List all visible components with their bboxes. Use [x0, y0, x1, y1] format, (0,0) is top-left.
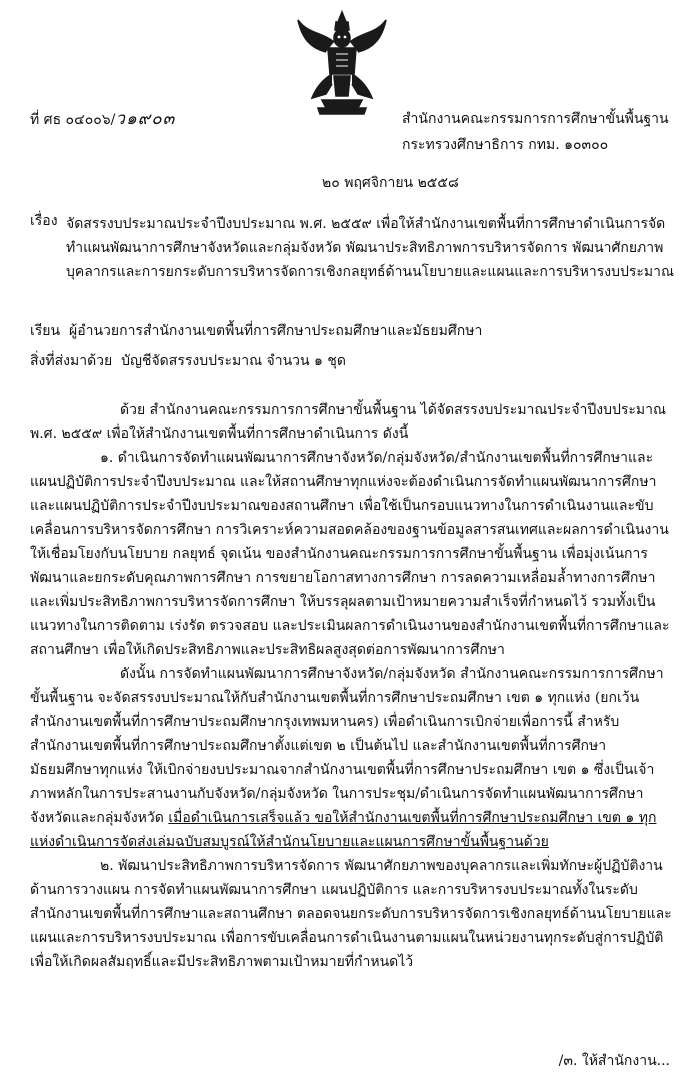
- intro-paragraph: ด้วย สำนักงานคณะกรรมการการศึกษาขั้นพื้นฐาน ได้จัดสรรงบประมาณประจำปีงบประมาณ พ.ศ. ๒๕๕๙ เพื่อให้สำนักงานเขตพื้นที่การศึกษาดำเนินการ ดังนี้: [30, 402, 666, 442]
- page-continuation: /๓. ให้สำนักงาน...: [558, 1053, 670, 1069]
- letter-date: ๒๐ พฤศจิกายน ๒๕๕๘: [322, 175, 459, 191]
- subject-label: เรื่อง: [30, 213, 58, 229]
- item-1-paragraph: ๑. ดำเนินการจัดทำแผนพัฒนาการศึกษาจังหวัด/กลุ่มจังหวัด/สำนักงานเขตพื้นที่การศึกษาและแผนปฏิบัติการประจำปีงบประมาณ และให้สถานศึกษาทุกแห่งจะต้องดำเนินการจัดทำแผนพัฒนาการศึกษาและแผนปฏิบัติการประจำปีงบประมาณของสถานศึกษา เพื่อใช้เป็นกรอบแนวทางในการดำเนินงานและขับเคลื่อนการบริหารจัดการศึกษา การวิเคราะห์ความสอดคล้องของฐานข้อมูลสารสนเทศและผลการดำเนินงานให้เชื่อมโยงกับนโยบาย กลยุทธ์ จุดเน้น ของสำนักงานคณะกรรมการการศึกษาขั้นพื้นฐาน เพื่อมุ่งเน้นการพัฒนาและยกระดับคุณภาพการศึกษา การขยายโอกาสทางการศึกษา การลดความเหลื่อมล้ำทางการศึกษา และเพิ่มประสิทธิภาพการบริหารจัดการศึกษา ให้บรรลุผลตามเป้าหมายความสำเร็จที่กำหนดไว้ รวมทั้งเป็นแนวทางในการติดตาม เร่งรัด ตรวจสอบ และประเมินผลการดำเนินงานของสำนักงานเขตพื้นที่การศึกษาและสถานศึกษา เพื่อให้เกิดประสิทธิภาพและประสิทธิผลสูงสุดต่อการพัฒนาการศึกษา: [30, 450, 670, 658]
- subject-text: จัดสรรงบประมาณประจำปีงบประมาณ พ.ศ. ๒๕๕๙ เพื่อให้สำนักงานเขตพื้นที่การศึกษาดำเนินการจัดทำแผนพัฒนาการศึกษาจังหวัดและกลุ่มจังหวัด พัฒนาประสิทธิภาพการบริหารจัดการ พัฒนาศักยภาพบุคลากรและการยกระดับการบริหารจัดการเชิงกลยุทธ์ด้านนโยบายและแผนและการบริหารงบประมาณ: [66, 216, 674, 280]
- reference-prefix: ที่ ศธ ๐๔๐๐๖/: [30, 112, 116, 128]
- item-1-continuation-text: ดังนั้น การจัดทำแผนพัฒนาการศึกษาจังหวัด/กลุ่มจังหวัด สำนักงานคณะกรรมการการศึกษาขั้นพื้นฐาน จะจัดสรรงบประมาณให้กับสำนักงานเขตพื้นที่การศึกษาประถมศึกษา เขต ๑ ทุกแห่ง (ยกเว้นสำนักงานเขตพื้นที่การศึกษาประถมศึกษากรุงเทพมหานคร) เพื่อดำเนินการเบิกจ่ายเพื่อการนี้ สำหรับสำนักงานเขตพื้นที่การศึกษาประถมศึกษาตั้งแต่เขต ๒ เป็นต้นไป และสำนักงานเขตพื้นที่การศึกษามัธยมศึกษาทุกแห่ง ให้เบิกจ่ายงบประมาณจากสำนักงานเขตพื้นที่การศึกษาประถมศึกษา เขต ๑ ซึ่งเป็นเจ้าภาพหลักในการประสานงานกับจังหวัด/กลุ่มจังหวัด ในการประชุม/ดำเนินการจัดทำแผนพัฒนาการศึกษาจังหวัดและกลุ่มจังหวัด: [30, 666, 664, 826]
- item-2-paragraph: ๒. พัฒนาประสิทธิภาพการบริหารจัดการ พัฒนาศักยภาพของบุคลากรและเพิ่มทักษะผู้ปฏิบัติงานด้านการวางแผน การจัดทำแผนพัฒนาการศึกษา แผนปฏิบัติการ และการบริหารงบประมาณทั้งในระดับสำนักงานเขตพื้นที่การศึกษาและสถานศึกษา ตลอดจนยกระดับการบริหารจัดการเชิงกลยุทธ์ด้านนโยบายและแผนและการบริหารงบประมาณ เพื่อการขับเคลื่อนการดำเนินงานตามแผนในหน่วยงานทุกระดับสู่การปฏิบัติเพื่อให้เกิดผลสัมฤทธิ์และมีประสิทธิภาพตามเป้าหมายที่กำหนดไว้: [30, 858, 672, 970]
- letter-body: [30, 398, 675, 974]
- salutation-label: เรียน: [30, 323, 61, 339]
- salutation-text: ผู้อำนวยการสำนักงานเขตพื้นที่การศึกษาประถมศึกษาและมัธยมศึกษา: [68, 323, 483, 339]
- garuda-emblem-icon: [292, 8, 392, 116]
- salutation: [30, 322, 482, 341]
- reference-number: [30, 110, 175, 130]
- enclosure-label: สิ่งที่ส่งมาด้วย: [30, 353, 113, 369]
- enclosure-text: บัญชีจัดสรรงบประมาณ จำนวน ๑ ชุด: [121, 353, 346, 369]
- item-1-continuation: [30, 662, 675, 854]
- issuing-office: สำนักงานคณะกรรมการการศึกษาขั้นพื้นฐาน: [402, 111, 669, 127]
- issuing-ministry-address: กระทรวงศึกษาธิการ กทม. ๑๐๓๐๐: [402, 137, 609, 153]
- enclosure: [30, 352, 346, 371]
- item-1-underlined-request: เมื่อดำเนินการเสร็จแล้ว ขอให้สำนักงานเขตพื้นที่การศึกษาประถมศึกษา เขต ๑ ทุกแห่งดำเนินการจัดส่งเล่มฉบับสมบูรณ์ให้สำนักนโยบายและแผนการศึกษาขั้นพื้นฐานด้วย: [30, 810, 657, 850]
- reference-handwritten-number: ว๑๙๐๓: [115, 109, 176, 129]
